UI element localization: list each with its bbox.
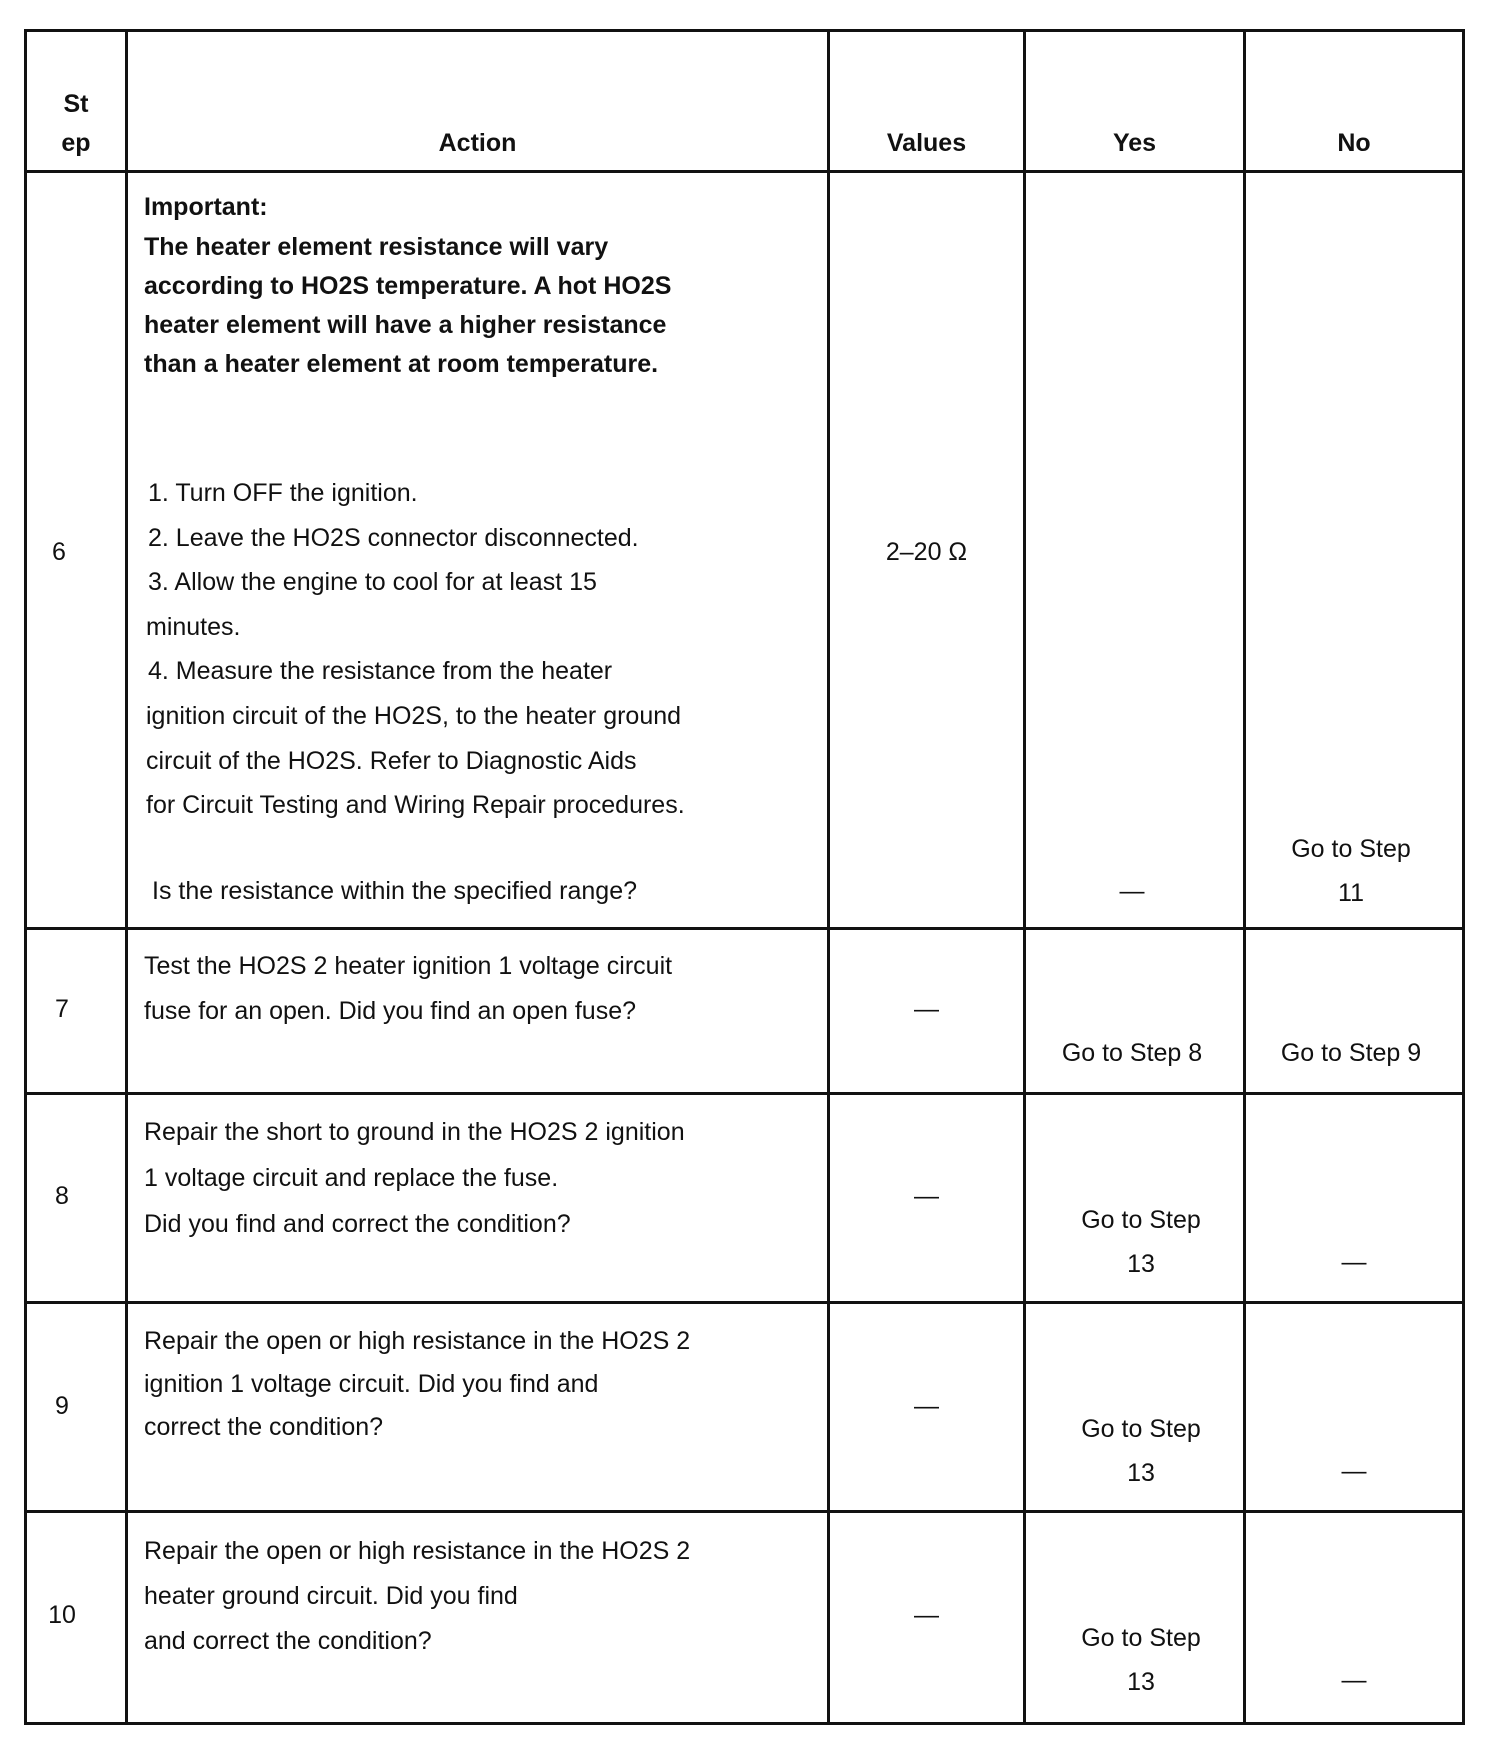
table-border-top: [24, 29, 1465, 32]
yes-text: [1026, 1616, 1256, 1704]
step-number: 8: [55, 1182, 69, 1210]
text-line: correct the condition?: [144, 1413, 384, 1441]
row-divider: [24, 1510, 1465, 1513]
action-cell: [144, 1529, 690, 1664]
value-text: 2–20 Ω: [885, 538, 968, 566]
question-text: Is the resistance within the specified range?: [152, 877, 637, 905]
no-text: —: [1341, 1457, 1367, 1485]
header-values: Values: [886, 129, 967, 157]
text-line: than a heater element at room temperature.: [144, 350, 659, 378]
no-text: —: [1341, 1666, 1367, 1694]
header-step-2: [27, 123, 125, 163]
header-step: [27, 84, 125, 124]
text-line: 2. Leave the HO2S connector disconnected.: [148, 523, 639, 552]
step-number: 10: [48, 1601, 76, 1629]
text-line: Did you find and correct the condition?: [144, 1210, 571, 1238]
diagnostic-table: [24, 29, 1465, 1725]
value-text: —: [914, 1182, 939, 1210]
action-cell: [144, 1109, 685, 1247]
text-line: The heater element resistance will vary: [144, 233, 609, 261]
no-text: Go to Step 9: [1280, 1039, 1422, 1067]
text-line: Go to Step: [1081, 1206, 1201, 1234]
yes-text: [1026, 1407, 1256, 1495]
text-line: ignition 1 voltage circuit. Did you find and: [144, 1370, 599, 1398]
text-line: heater ground circuit. Did you find: [144, 1582, 518, 1610]
step-number: 6: [52, 538, 66, 566]
row-divider: [24, 170, 1465, 173]
header-action: Action: [438, 129, 517, 157]
text-line: and correct the condition?: [144, 1627, 432, 1655]
text-line: for Circuit Testing and Wiring Repair procedures.: [146, 791, 685, 820]
header-step-line: ep: [61, 129, 91, 157]
yes-text: Go to Step 8: [1061, 1039, 1203, 1067]
text-line: Repair the short to ground in the HO2S 2 ignition: [144, 1118, 685, 1146]
text-line: 4. Measure the resistance from the heater: [148, 657, 613, 686]
text-line: 13: [1127, 1668, 1155, 1696]
step-number: 7: [55, 995, 69, 1023]
value-text: —: [914, 1392, 939, 1420]
table-border-bottom: [24, 1722, 1465, 1725]
action-cell: [144, 944, 672, 1034]
row-divider: [24, 927, 1465, 930]
row-divider: [24, 1301, 1465, 1304]
important-label: Important:: [144, 193, 268, 221]
header-yes: Yes: [1112, 129, 1157, 157]
value-text: —: [914, 995, 939, 1023]
no-text: [1246, 827, 1456, 915]
text-line: 13: [1127, 1459, 1155, 1487]
text-line: heater element will have a higher resistance: [144, 311, 667, 339]
text-line: minutes.: [146, 612, 241, 641]
text-line: 3. Allow the engine to cool for at least 15: [148, 568, 597, 597]
text-line: 1 voltage circuit and replace the fuse.: [144, 1164, 559, 1192]
text-line: according to HO2S temperature. A hot HO2S: [144, 272, 672, 300]
table-border-left: [24, 29, 27, 1725]
text-line: circuit of the HO2S. Refer to Diagnostic Aids: [146, 746, 637, 775]
text-line: 11: [1338, 879, 1364, 907]
column-divider: [125, 29, 128, 1725]
text-line: Go to Step: [1081, 1415, 1201, 1443]
header-step-line: St: [63, 90, 89, 118]
text-line: Go to Step: [1081, 1624, 1201, 1652]
text-line: Test the HO2S 2 heater ignition 1 voltage circuit: [144, 952, 673, 980]
text-line: Repair the open or high resistance in the HO2S 2: [144, 1537, 691, 1565]
yes-text: —: [1119, 877, 1145, 905]
text-line: Go to Step: [1291, 835, 1411, 863]
table-border-right: [1462, 29, 1465, 1725]
no-text: —: [1341, 1248, 1367, 1276]
text-line: 1. Turn OFF the ignition.: [148, 479, 418, 507]
text-line: ignition circuit of the HO2S, to the heater ground: [146, 701, 682, 730]
procedure-steps: [146, 471, 685, 828]
step-number: 9: [55, 1392, 69, 1420]
column-divider: [827, 29, 830, 1725]
header-no: No: [1337, 129, 1371, 157]
text-line: Repair the open or high resistance in the HO2S 2: [144, 1327, 691, 1355]
important-text: [144, 228, 671, 384]
yes-text: [1026, 1198, 1256, 1286]
text-line: 13: [1127, 1250, 1155, 1278]
text-line: fuse for an open. Did you find an open fuse?: [144, 997, 637, 1025]
action-cell: [144, 1320, 690, 1449]
row-divider: [24, 1092, 1465, 1095]
value-text: —: [914, 1601, 939, 1629]
